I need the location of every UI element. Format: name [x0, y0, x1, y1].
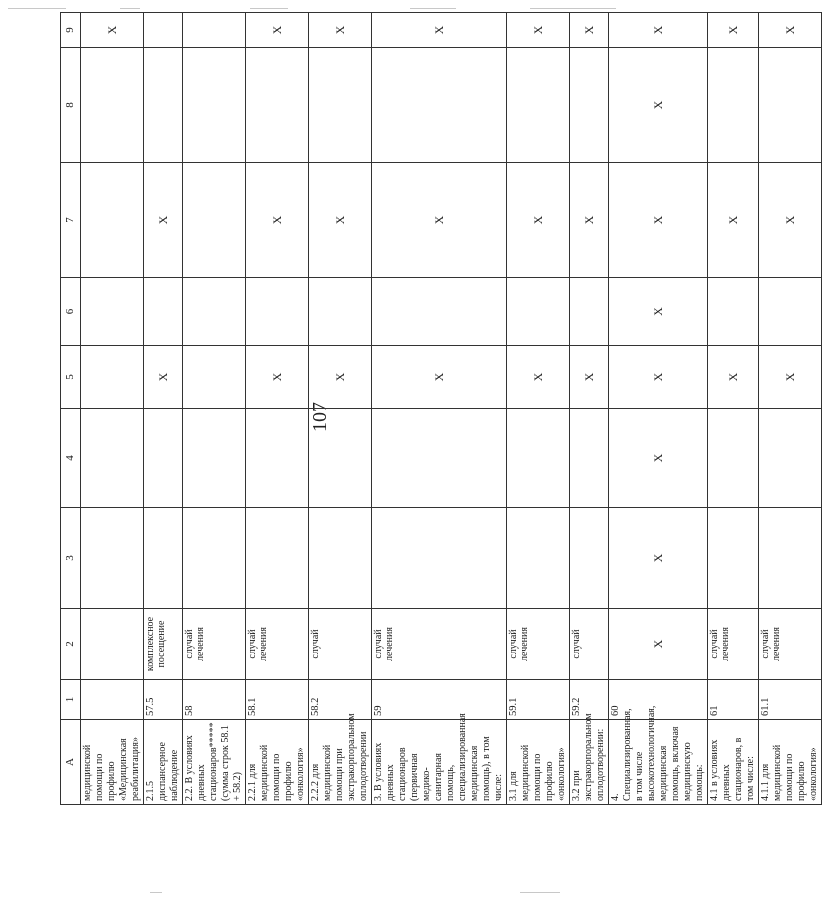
row-unit: случай: [570, 609, 609, 680]
mark-cell: X: [309, 346, 372, 409]
row-code: 57.5: [144, 680, 183, 720]
mark-cell: [144, 13, 183, 48]
table-row: [81, 13, 144, 805]
mark-cell: [759, 48, 822, 163]
mark-cell: [570, 409, 609, 508]
header-cell: 4: [61, 409, 81, 508]
header-cell: 1: [61, 680, 81, 720]
mark-cell: [81, 508, 144, 609]
table-row: [309, 13, 372, 805]
mark-cell: [507, 278, 570, 346]
row-name: 2.1.5 диспансерное наблюдение: [144, 720, 183, 805]
mark-cell: [372, 409, 507, 508]
mark-cell: X: [609, 13, 708, 48]
row-code: 59.2: [570, 680, 609, 720]
scan-edge-mark: [120, 8, 140, 9]
mark-cell: X: [246, 13, 309, 48]
mark-cell: X: [609, 508, 708, 609]
row-name: 3.2 при экстракорпоральном оплодотворении:: [570, 720, 609, 805]
scan-edge-mark: [410, 8, 456, 9]
row-name: 4. Специализированная, в том числе высокотехнологичная, медицинская помощь, включая медицинскую помощь:: [609, 720, 708, 805]
header-cell: 9: [61, 13, 81, 48]
row-code: 61.1: [759, 680, 822, 720]
row-unit: комплексное посещение: [144, 609, 183, 680]
mark-cell: [708, 48, 759, 163]
scan-edge-mark: [520, 892, 560, 893]
mark-cell: [81, 278, 144, 346]
table-row: [183, 13, 246, 805]
mark-cell: X: [507, 346, 570, 409]
mark-cell: X: [708, 13, 759, 48]
scan-edge-mark: [150, 892, 162, 893]
mark-cell: [183, 48, 246, 163]
mark-cell: X: [759, 13, 822, 48]
table-row: [759, 13, 822, 805]
mark-cell: [144, 508, 183, 609]
row-unit: случай лечения: [372, 609, 507, 680]
header-cell: 6: [61, 278, 81, 346]
mark-cell: [309, 278, 372, 346]
row-code: 58: [183, 680, 246, 720]
mark-cell: [708, 508, 759, 609]
row-name: 3. В условиях дневных стационаров (первичная медико-санитарная помощь, специализированная медицинская помощь), в том числе:: [372, 720, 507, 805]
mark-cell: X: [570, 346, 609, 409]
mark-cell: X: [309, 163, 372, 278]
header-cell: 5: [61, 346, 81, 409]
table-row: [144, 13, 183, 805]
mark-cell: X: [708, 346, 759, 409]
mark-cell: [507, 48, 570, 163]
header-cell: 2: [61, 609, 81, 680]
mark-cell: [708, 278, 759, 346]
row-name: медицинской помощи по профилю «Медицинская реабилитация»: [81, 720, 144, 805]
mark-cell: X: [609, 409, 708, 508]
row-code: 59.1: [507, 680, 570, 720]
mark-cell: [183, 346, 246, 409]
mark-cell: [570, 508, 609, 609]
mark-cell: X: [708, 163, 759, 278]
mark-cell: X: [507, 163, 570, 278]
mark-cell: X: [609, 163, 708, 278]
row-unit: X: [609, 609, 708, 680]
mark-cell: [309, 508, 372, 609]
table-row: [609, 13, 708, 805]
mark-cell: [144, 409, 183, 508]
mark-cell: [81, 409, 144, 508]
mark-cell: [81, 163, 144, 278]
mark-cell: [246, 409, 309, 508]
mark-cell: [183, 13, 246, 48]
mark-cell: X: [609, 346, 708, 409]
mark-cell: X: [570, 13, 609, 48]
row-name: 2.2.2 для медицинской помощи при экстракорпоральном оплодотворении: [309, 720, 372, 805]
row-code: 59: [372, 680, 507, 720]
mark-cell: [183, 163, 246, 278]
mark-cell: [81, 346, 144, 409]
row-unit: случай лечения: [759, 609, 822, 680]
header-cell: A: [61, 720, 81, 805]
medical-care-table: [60, 12, 822, 805]
mark-cell: X: [372, 346, 507, 409]
row-code: 61: [708, 680, 759, 720]
mark-cell: [144, 48, 183, 163]
table-row: [708, 13, 759, 805]
mark-cell: [81, 48, 144, 163]
mark-cell: X: [759, 163, 822, 278]
row-unit: случай лечения: [183, 609, 246, 680]
mark-cell: [183, 508, 246, 609]
mark-cell: [309, 48, 372, 163]
mark-cell: [759, 409, 822, 508]
mark-cell: X: [81, 13, 144, 48]
table-row: [372, 13, 507, 805]
mark-cell: X: [507, 13, 570, 48]
header-cell: 3: [61, 508, 81, 609]
row-unit: случай лечения: [507, 609, 570, 680]
mark-cell: [183, 409, 246, 508]
mark-cell: [309, 409, 372, 508]
mark-cell: X: [144, 346, 183, 409]
row-unit: случай лечения: [246, 609, 309, 680]
scan-edge-mark: [250, 8, 288, 9]
table-row: [570, 13, 609, 805]
mark-cell: [372, 508, 507, 609]
row-code: [81, 680, 144, 720]
row-name: 2.2.1 для медицинской помощи по профилю «онкология»: [246, 720, 309, 805]
mark-cell: [507, 409, 570, 508]
mark-cell: X: [246, 163, 309, 278]
table-row: [246, 13, 309, 805]
header-row: [61, 13, 81, 805]
mark-cell: [372, 278, 507, 346]
mark-cell: [570, 48, 609, 163]
scan-edge-mark: [530, 8, 616, 9]
table-row: [507, 13, 570, 805]
mark-cell: [759, 508, 822, 609]
mark-cell: X: [570, 163, 609, 278]
mark-cell: X: [609, 278, 708, 346]
mark-cell: X: [372, 13, 507, 48]
page-number: 107: [309, 402, 331, 432]
mark-cell: [183, 278, 246, 346]
rotated-table-frame: [60, 20, 819, 805]
mark-cell: X: [144, 163, 183, 278]
mark-cell: [144, 278, 183, 346]
row-code: 58.1: [246, 680, 309, 720]
mark-cell: [570, 278, 609, 346]
row-unit: случай: [309, 609, 372, 680]
mark-cell: [246, 278, 309, 346]
header-cell: 7: [61, 163, 81, 278]
row-unit: [81, 609, 144, 680]
mark-cell: [708, 409, 759, 508]
row-code: 60: [609, 680, 708, 720]
mark-cell: [759, 278, 822, 346]
scan-edge-mark: [8, 8, 66, 9]
row-name: 3.1 для медицинской помощи по профилю «онкология»: [507, 720, 570, 805]
mark-cell: X: [372, 163, 507, 278]
mark-cell: X: [759, 346, 822, 409]
row-code: 58.2: [309, 680, 372, 720]
row-name: 4.1 в условиях дневных стационаров, в том числе:: [708, 720, 759, 805]
row-name: 2.2. В условиях дневных стационаров***** (сумма строк 58.1 + 58.2): [183, 720, 246, 805]
row-unit: случай лечения: [708, 609, 759, 680]
mark-cell: X: [309, 13, 372, 48]
mark-cell: [372, 48, 507, 163]
mark-cell: X: [609, 48, 708, 163]
mark-cell: X: [246, 346, 309, 409]
header-cell: 8: [61, 48, 81, 163]
row-name: 4.1.1 для медицинской помощи по профилю «онкология»: [759, 720, 822, 805]
mark-cell: [246, 508, 309, 609]
mark-cell: [507, 508, 570, 609]
mark-cell: [246, 48, 309, 163]
